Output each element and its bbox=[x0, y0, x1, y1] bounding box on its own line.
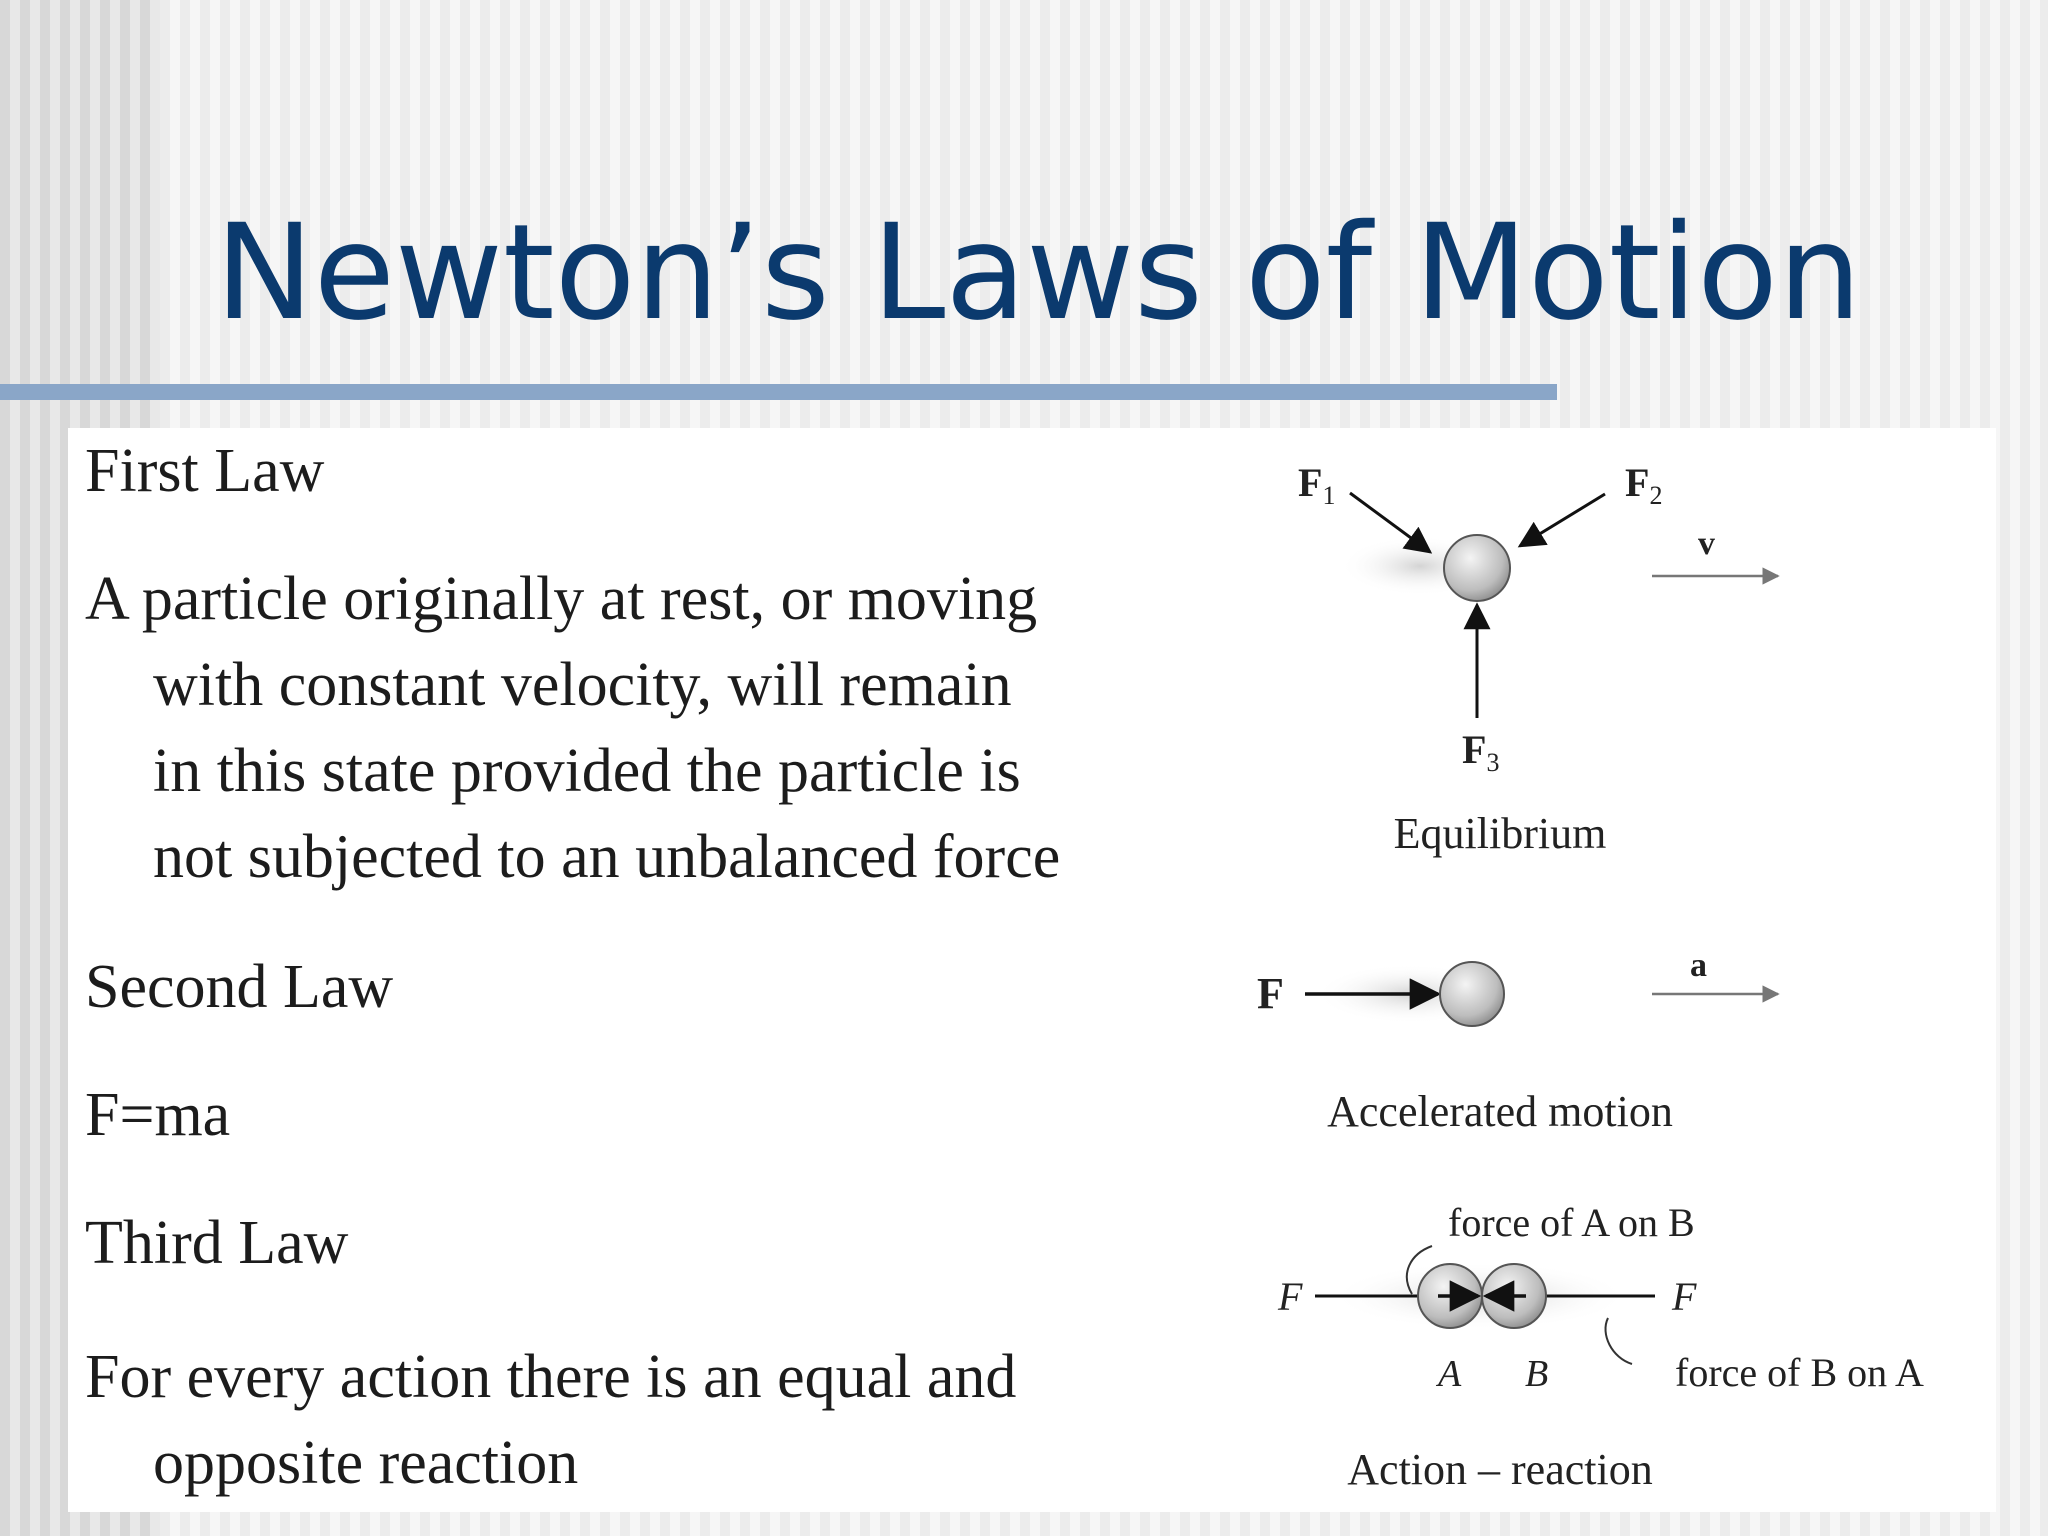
acceleration-label: a bbox=[1690, 947, 1707, 984]
first-law-line: in this state provided the particle is bbox=[153, 737, 1021, 805]
right-force-label: F bbox=[1672, 1274, 1697, 1319]
accelerated-motion-figure bbox=[1257, 947, 1778, 1136]
first-law-line: not subjected to an unbalanced force bbox=[153, 823, 1061, 891]
f3-label: $F_3$ bbox=[1462, 727, 1500, 777]
action-reaction-caption: Action – reaction bbox=[1347, 1445, 1653, 1494]
first-law-text bbox=[85, 556, 1060, 900]
equilibrium-figure bbox=[1298, 460, 1778, 858]
force-a-on-b-label: force of A on B bbox=[1448, 1200, 1695, 1245]
first-law-heading: First Law bbox=[85, 437, 325, 505]
force-b-on-a-pointer bbox=[1605, 1318, 1632, 1364]
first-law-line: A particle originally at rest, or moving bbox=[85, 565, 1038, 633]
f1-label: $F_1$ bbox=[1298, 460, 1336, 510]
particle-ball bbox=[1440, 962, 1504, 1026]
action-reaction-figure bbox=[1277, 1200, 1924, 1494]
third-law-line: opposite reaction bbox=[153, 1429, 579, 1497]
force-f-label: F bbox=[1257, 969, 1284, 1018]
force-b-on-a-label: force of B on A bbox=[1675, 1350, 1924, 1395]
laws-figures bbox=[1250, 428, 2010, 1512]
third-law-line: For every action there is an equal and bbox=[85, 1343, 1017, 1411]
second-law-formula: F=ma bbox=[85, 1081, 231, 1149]
f2-label: $F_2$ bbox=[1625, 460, 1663, 510]
third-law-heading: Third Law bbox=[85, 1209, 349, 1277]
force-f2-arrow bbox=[1520, 494, 1605, 546]
accelerated-motion-caption: Accelerated motion bbox=[1327, 1087, 1673, 1136]
slide-title: Newton’s Laws of Motion bbox=[215, 196, 1862, 350]
particle-ball bbox=[1444, 535, 1510, 601]
particle-a-label: A bbox=[1438, 1353, 1462, 1395]
third-law-text bbox=[85, 1334, 1016, 1506]
particle-b-label: B bbox=[1525, 1353, 1549, 1395]
velocity-label: v bbox=[1698, 525, 1715, 562]
equilibrium-caption: Equilibrium bbox=[1393, 809, 1607, 858]
first-law-line: with constant velocity, will remain bbox=[153, 651, 1012, 719]
title-underline bbox=[0, 384, 1557, 400]
second-law-heading: Second Law bbox=[85, 953, 394, 1021]
left-force-label: F bbox=[1278, 1274, 1303, 1319]
